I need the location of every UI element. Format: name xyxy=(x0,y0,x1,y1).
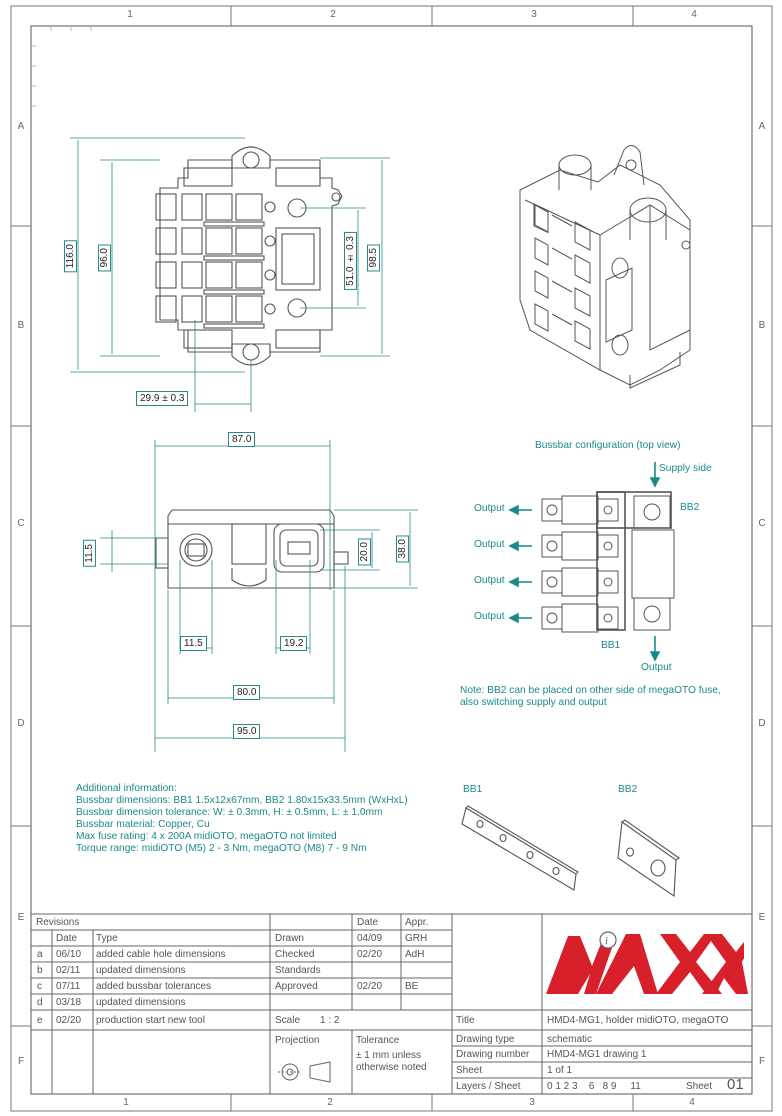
approval-date: 04/09 xyxy=(357,933,383,944)
additional-info-line: Bussbar dimension tolerance: W: ± 0.3mm, H: ± 0.5mm, L: ± 1.0mm xyxy=(76,807,383,818)
info-value-drawing-type: schematic xyxy=(547,1034,593,1045)
approval-initials: BE xyxy=(405,981,419,992)
layers-sheet-label: Layers / Sheet xyxy=(456,1081,521,1092)
revision-id: a xyxy=(37,949,43,960)
approval-label: Standards xyxy=(275,965,321,976)
zone-col-2-bottom: 2 xyxy=(327,1097,333,1108)
zone-row-a: A xyxy=(17,121,25,132)
revisions-date-header: Date xyxy=(56,933,78,944)
approval-initials: AdH xyxy=(405,949,425,960)
revision-id: b xyxy=(37,965,43,976)
zone-row-c: C xyxy=(17,518,25,529)
zone-col-3-bottom: 3 xyxy=(529,1097,535,1108)
zone-col-4: 4 xyxy=(691,9,697,20)
zone-row-f-right: F xyxy=(758,1056,766,1067)
dim-116: 116.0 xyxy=(64,240,77,272)
revision-date: 02/20 xyxy=(56,1015,82,1026)
zone-row-c-right: C xyxy=(758,518,766,529)
dim-96: 96.0 xyxy=(98,244,111,271)
supply-side-label: Supply side xyxy=(659,463,712,474)
scale-value: 1 : 2 xyxy=(320,1015,340,1026)
busbar-note-line2: also switching supply and output xyxy=(460,697,607,708)
busbar-parts-drawing xyxy=(462,806,679,896)
bb1-part-label: BB1 xyxy=(463,784,483,795)
busbar-config-drawing xyxy=(542,492,674,632)
additional-info-line: Bussbar material: Copper, Cu xyxy=(76,819,210,830)
sheet-label: Sheet xyxy=(686,1081,713,1092)
zone-col-1: 1 xyxy=(127,9,133,20)
revision-date: 02/11 xyxy=(56,965,81,976)
info-label-title: Title xyxy=(456,1015,475,1026)
busbar-config-title: Bussbar configuration (top view) xyxy=(535,440,681,451)
projection-symbol xyxy=(278,1062,330,1082)
output-label-bottom: Output xyxy=(641,662,672,673)
zone-row-e-right: E xyxy=(758,912,766,923)
top-view-drawing xyxy=(156,147,342,365)
revision-type: added bussbar tolerances xyxy=(96,981,212,992)
side-view-drawing xyxy=(156,510,348,588)
dim-51: 51.0 ± 0.3 xyxy=(344,232,357,290)
revision-date: 06/10 xyxy=(56,949,82,960)
sheet-number: 01 xyxy=(727,1076,744,1093)
dim-29-9: 29.9 ± 0.3 xyxy=(136,391,188,406)
revision-id: e xyxy=(37,1015,43,1026)
approval-label: Drawn xyxy=(275,933,304,944)
revisions-type-header: Type xyxy=(96,933,118,944)
scale-label: Scale xyxy=(275,1015,301,1026)
dim-19-2: 19.2 xyxy=(280,636,307,651)
info-label-sheet: Sheet xyxy=(456,1065,483,1076)
dim-98-5: 98.5 xyxy=(367,244,380,271)
zone-row-a-right: A xyxy=(758,121,766,132)
revision-date: 07/11 xyxy=(56,981,81,992)
dim-20: 20.0 xyxy=(358,538,371,565)
revision-id: c xyxy=(37,981,42,992)
additional-info-line: Torque range: midiOTO (M5) 2 - 3 Nm, megaOTO (M8) 7 - 9 Nm xyxy=(76,843,367,854)
revisions-title: Revisions xyxy=(36,917,80,928)
info-value-sheet: 1 of 1 xyxy=(547,1065,573,1076)
approvals-appr-header: Appr. xyxy=(405,917,429,928)
info-label-drawing-number: Drawing number xyxy=(456,1049,530,1060)
zone-row-d-right: D xyxy=(758,718,766,729)
output-label-3: Output xyxy=(474,575,505,586)
additional-info-line: Bussbar dimensions: BB1 1.5x12x67mm, BB2 1.80x15x33.5mm (WxHxL) xyxy=(76,795,408,806)
approvals-date-header: Date xyxy=(357,917,379,928)
zone-row-b: B xyxy=(17,320,25,331)
revision-type: added cable hole dimensions xyxy=(96,949,226,960)
revision-type: production start new tool xyxy=(96,1015,205,1026)
busbar-note-line1: Note: BB2 can be placed on other side of megaOTO fuse, xyxy=(460,685,721,696)
iso-view-drawing xyxy=(520,145,690,388)
zone-col-3: 3 xyxy=(531,9,537,20)
svg-text:i: i xyxy=(605,935,609,947)
output-label-4: Output xyxy=(474,611,505,622)
tolerance-line2: otherwise noted xyxy=(356,1062,427,1073)
dim-95: 95.0 xyxy=(233,724,260,739)
zone-col-4-bottom: 4 xyxy=(689,1097,695,1108)
revision-type: updated dimensions xyxy=(96,965,186,976)
projection-label: Projection xyxy=(275,1035,320,1046)
layers-sheet-value: 0 1 2 3 6 8 9 11 xyxy=(547,1081,641,1092)
bb1-config-label: BB1 xyxy=(601,640,621,651)
tolerance-label: Tolerance xyxy=(356,1035,400,1046)
zone-row-f: F xyxy=(17,1056,25,1067)
zone-col-1-bottom: 1 xyxy=(123,1097,129,1108)
info-label-drawing-type: Drawing type xyxy=(456,1034,515,1045)
approval-date: 02/20 xyxy=(357,981,383,992)
output-label-2: Output xyxy=(474,539,505,550)
bb2-part-label: BB2 xyxy=(618,784,638,795)
maxx-logo xyxy=(546,934,748,994)
revision-id: d xyxy=(37,997,43,1008)
approval-date: 02/20 xyxy=(357,949,383,960)
approval-label: Approved xyxy=(275,981,318,992)
output-label-1: Output xyxy=(474,503,505,514)
dim-80: 80.0 xyxy=(233,685,260,700)
revision-type: updated dimensions xyxy=(96,997,186,1008)
dim-11-5-h: 11.5 xyxy=(180,636,207,651)
additional-info-line: Max fuse rating: 4 x 200A midiOTO, megaOTO not limited xyxy=(76,831,337,842)
zone-row-b-right: B xyxy=(758,320,766,331)
dim-38: 38.0 xyxy=(396,535,409,562)
bb2-config-label: BB2 xyxy=(680,502,700,513)
info-value-title: HMD4-MG1, holder midiOTO, megaOTO xyxy=(547,1015,729,1026)
tolerance-line1: ± 1 mm unless xyxy=(356,1050,421,1061)
zone-col-2: 2 xyxy=(330,9,336,20)
revision-date: 03/18 xyxy=(56,997,82,1008)
approval-label: Checked xyxy=(275,949,315,960)
zone-row-e: E xyxy=(17,912,25,923)
approval-initials: GRH xyxy=(405,933,428,944)
zone-row-d: D xyxy=(17,718,25,729)
additional-info-heading: Additional information: xyxy=(76,783,177,794)
info-value-drawing-number: HMD4-MG1 drawing 1 xyxy=(547,1049,647,1060)
dim-11-5-v: 11.5 xyxy=(83,540,96,567)
dim-87: 87.0 xyxy=(228,432,255,447)
